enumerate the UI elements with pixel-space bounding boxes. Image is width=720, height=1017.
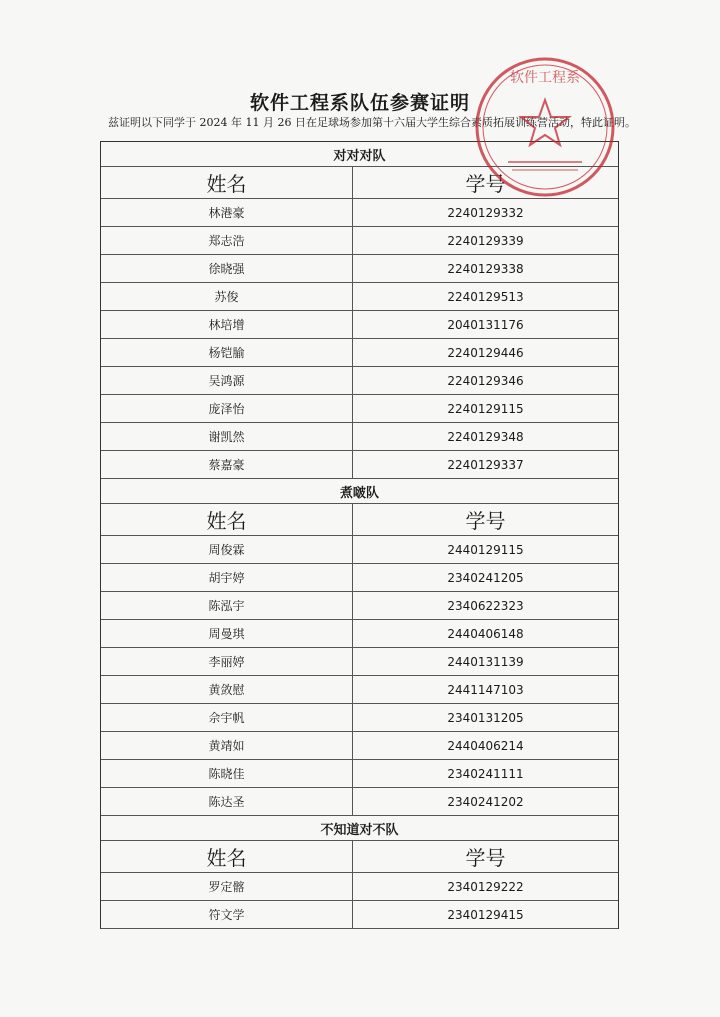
member-student-id: 2240129513 (447, 289, 524, 304)
member-name: 杨铠腧 (101, 339, 353, 366)
table-row (101, 648, 618, 676)
member-name: 吴鸿源 (101, 367, 353, 394)
member-name: 谢凯然 (101, 423, 353, 450)
table-row (101, 367, 618, 395)
member-name: 蔡嘉豪 (101, 451, 353, 478)
table-row (101, 788, 618, 816)
team-name: 煮啵队 (101, 479, 618, 504)
member-name: 符文学 (101, 901, 353, 928)
member-student-id: 2340241202 (447, 794, 524, 809)
member-student-id: 2440406214 (447, 738, 524, 753)
member-name: 黄靖如 (101, 732, 353, 759)
member-student-id: 2441147103 (447, 682, 524, 697)
member-student-id: 2440129115 (447, 542, 524, 557)
member-student-id: 2440131139 (447, 654, 524, 669)
table-row (101, 395, 618, 423)
table-row (101, 339, 618, 367)
table-row (101, 901, 618, 929)
column-header-row (101, 504, 618, 536)
table-row (101, 536, 618, 564)
member-student-id: 2340129415 (447, 907, 524, 922)
table-row (101, 423, 618, 451)
table-row (101, 732, 618, 760)
header-name: 姓名 (101, 504, 353, 535)
table-row (101, 564, 618, 592)
member-student-id: 2240129338 (447, 261, 524, 276)
member-student-id: 2340129222 (447, 879, 524, 894)
column-header-row (101, 841, 618, 873)
team-name: 不知道对不队 (101, 816, 618, 841)
member-name: 陈晓佳 (101, 760, 353, 787)
table-row (101, 760, 618, 788)
member-student-id: 2240129337 (447, 457, 524, 472)
member-student-id: 2340241111 (447, 766, 524, 781)
member-name: 徐晓强 (101, 255, 353, 282)
table-row (101, 704, 618, 732)
header-student-id: 学号 (465, 172, 506, 196)
table-row (101, 255, 618, 283)
header-name: 姓名 (101, 167, 353, 198)
member-name: 林港豪 (101, 199, 353, 226)
column-header-row (101, 167, 618, 199)
table-row (101, 873, 618, 901)
member-student-id: 2440406148 (447, 626, 524, 641)
seal-text: 软件工程系 (510, 70, 580, 86)
member-student-id: 2240129346 (447, 373, 524, 388)
header-student-id: 学号 (465, 509, 506, 533)
member-student-id: 2240129115 (447, 401, 524, 416)
table-row (101, 283, 618, 311)
member-name: 庞泽怡 (101, 395, 353, 422)
team-name: 对对对队 (101, 142, 618, 167)
header-student-id: 学号 (465, 846, 506, 870)
table-row (101, 620, 618, 648)
member-student-id: 2240129348 (447, 429, 524, 444)
table-row (101, 199, 618, 227)
table-row (101, 227, 618, 255)
member-student-id: 2040131176 (447, 317, 524, 332)
roster-table (100, 141, 619, 929)
member-name: 苏俊 (101, 283, 353, 310)
member-name: 李丽婷 (101, 648, 353, 675)
member-name: 陈达圣 (101, 788, 353, 815)
member-name: 周曼琪 (101, 620, 353, 647)
member-student-id: 2240129446 (447, 345, 524, 360)
member-student-id: 2340131205 (447, 710, 524, 725)
table-row (101, 676, 618, 704)
member-student-id: 2340241205 (447, 570, 524, 585)
member-student-id: 2240129339 (447, 233, 524, 248)
member-name: 周俊霖 (101, 536, 353, 563)
table-row (101, 311, 618, 339)
member-name: 林培增 (101, 311, 353, 338)
intro-text: 兹证明以下同学于 2024 年 11 月 26 日在足球场参加第十六届大学生综合素质拓展训练营活动，特此证明。 (108, 116, 636, 129)
document-title: 软件工程系队伍参赛证明 (249, 92, 470, 114)
table-row (101, 592, 618, 620)
member-name: 佘宇帆 (101, 704, 353, 731)
header-name: 姓名 (101, 841, 353, 872)
member-student-id: 2340622323 (447, 598, 524, 613)
table-row (101, 451, 618, 479)
member-name: 郑志浩 (101, 227, 353, 254)
member-name: 陈泓宇 (101, 592, 353, 619)
member-name: 黄敛慰 (101, 676, 353, 703)
member-name: 罗定髂 (101, 873, 353, 900)
member-student-id: 2240129332 (447, 205, 524, 220)
member-name: 胡宇婷 (101, 564, 353, 591)
